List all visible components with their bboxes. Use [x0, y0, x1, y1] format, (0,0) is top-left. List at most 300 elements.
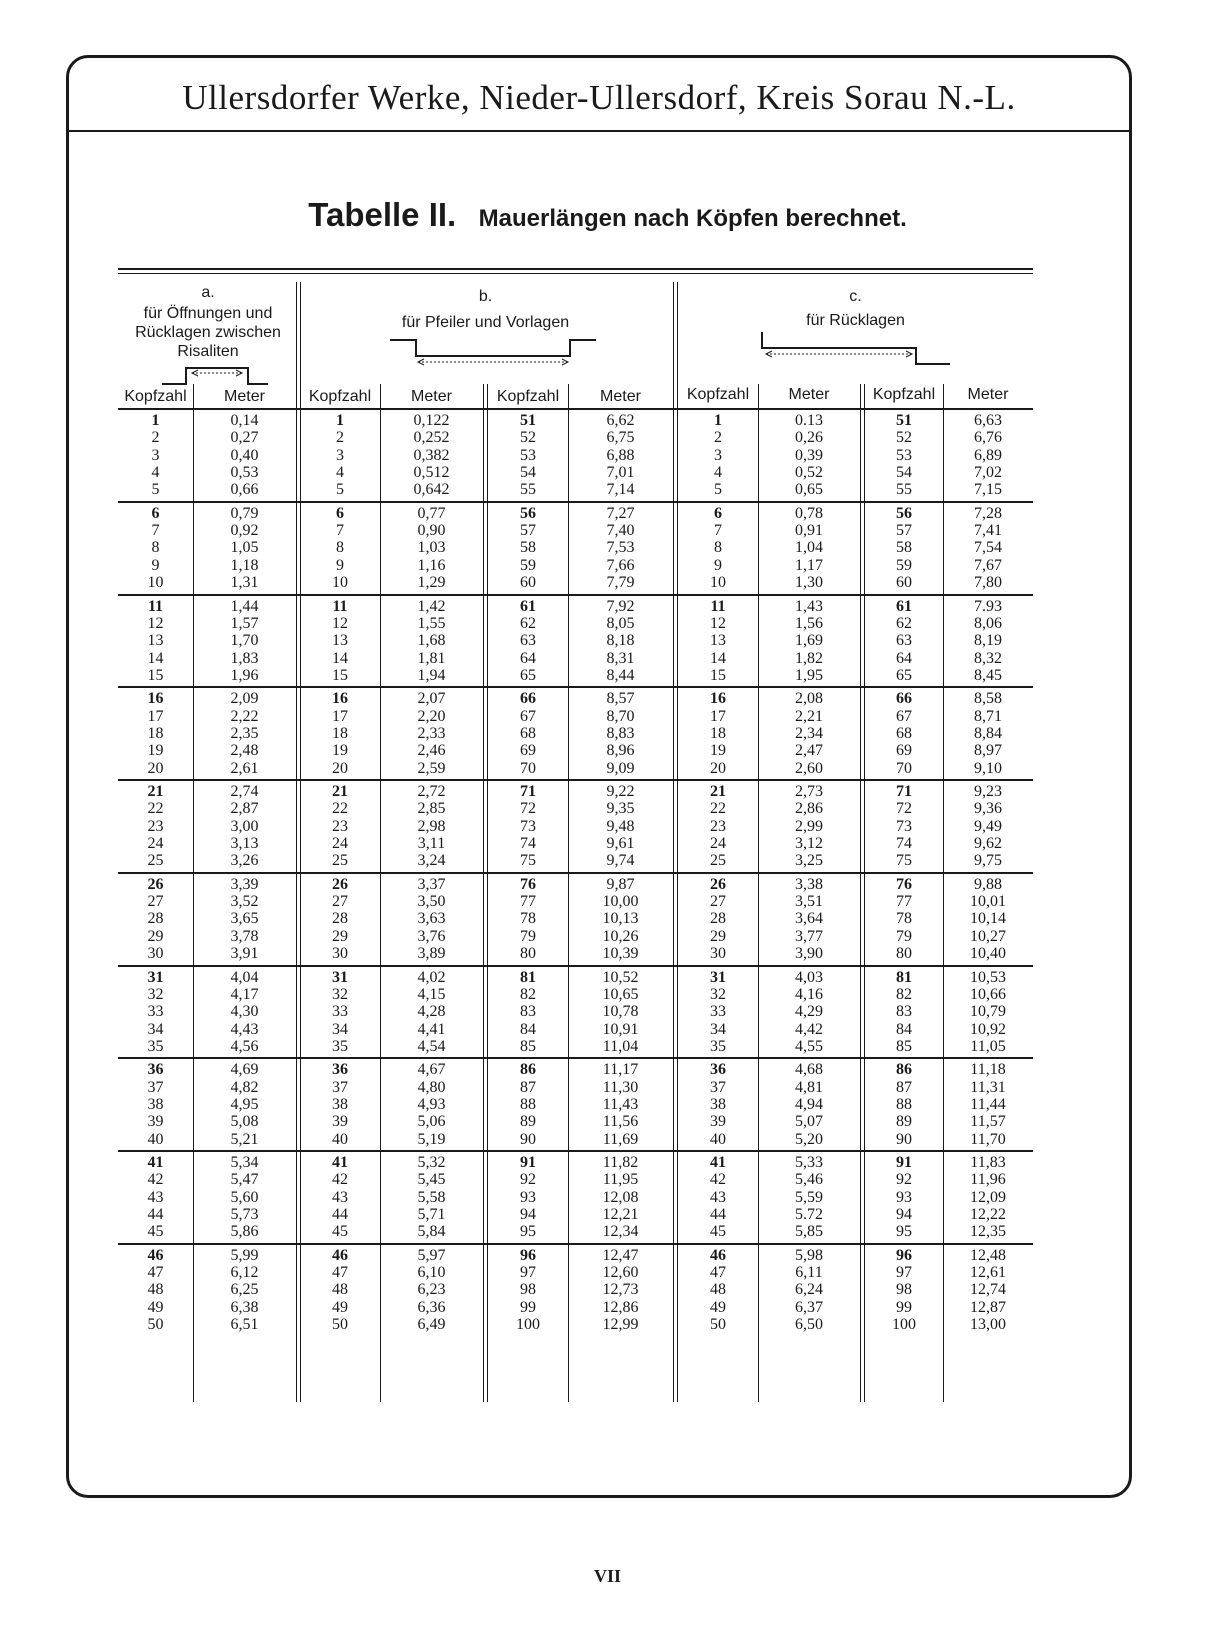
col-b-kopfzahl-1-value: 6 — [336, 504, 344, 522]
col-a-kopfzahl-value: 37 — [147, 1078, 164, 1096]
col-a-meter-value: 4,43 — [230, 1020, 259, 1038]
col-b-kopfzahl-1-value: 10 — [332, 574, 348, 592]
col-a-kopfzahl-value: 16 — [147, 690, 164, 708]
col-a-kopfzahl-value: 8 — [151, 539, 160, 557]
col-c-kopfzahl-2-value: 98 — [896, 1281, 912, 1299]
col-a-kopfzahl-value: 10 — [147, 574, 164, 592]
col-b-kopfzahl-1-value: 37 — [332, 1078, 348, 1096]
col-a-meter-value: 1,18 — [230, 556, 259, 574]
col-b-meter-1-value: 2,59 — [417, 759, 446, 777]
col-c-meter-2-value: 7,02 — [974, 464, 1002, 482]
col-a-kopfzahl-value: 25 — [147, 852, 164, 870]
col-c-meter-2-value: 12,22 — [970, 1206, 1006, 1224]
col-c-kopfzahl-1-value: 16 — [710, 690, 726, 708]
col-b-meter-2-value: 8,05 — [606, 614, 635, 632]
col-c-kopfzahl-1-value: 17 — [710, 707, 726, 725]
col-b-meter-2-value: 8,57 — [606, 690, 635, 708]
col-b-meter-1-value: 5,84 — [417, 1223, 446, 1241]
col-b-meter-1-value: 5,32 — [417, 1154, 446, 1171]
col-c-meter-2-value: 12,74 — [970, 1281, 1006, 1299]
col-b-meter-2-value: 10,91 — [602, 1020, 639, 1038]
col-c-meter-1-value: 0,26 — [795, 429, 823, 447]
col-b-meter-2-value: 12,99 — [602, 1316, 639, 1334]
col-a-meter-value: 1,31 — [230, 574, 259, 592]
col-b-meter-2-value: 11,95 — [602, 1171, 639, 1189]
col-c-kopfzahl-1-value: 5 — [714, 481, 722, 499]
col-c-kopfzahl-2-value: 58 — [896, 539, 912, 557]
col-b-meter-1-value: 4,02 — [417, 968, 446, 986]
col-c-kopfzahl-2-value: 97 — [896, 1264, 912, 1282]
col-b-kopfzahl-1-value: 32 — [332, 985, 348, 1003]
col-a-meter-value: 4,04 — [230, 968, 259, 986]
col-c-kopfzahl-1-value: 29 — [710, 927, 726, 945]
col-c-meter-2-value: 8,32 — [974, 649, 1002, 667]
company-header: Ullersdorfer Werke, Nieder-Ullersdorf, Kreis Sorau N.-L. — [182, 78, 1016, 117]
col-c-meter-2-value: 8,45 — [974, 666, 1002, 684]
col-a-meter-value: 2,35 — [230, 724, 259, 742]
col-a-meter-value: 1,83 — [230, 649, 259, 667]
col-b-meter-1-value: 2,72 — [417, 783, 446, 800]
col-c-kopfzahl-1-value: 9 — [714, 556, 722, 574]
col-c-kopfzahl-2-value: 66 — [896, 690, 912, 708]
col-c-meter-2-value: 9,75 — [974, 852, 1002, 870]
col-a-meter-value: 1,57 — [230, 614, 259, 632]
col-c-meter-1-value: 5.72 — [795, 1206, 823, 1224]
col-header-c-kopfzahl-1: Kopfzahl — [686, 386, 750, 403]
col-c-kopfzahl-1-value: 43 — [710, 1188, 726, 1206]
col-b-kopfzahl-1-value: 17 — [332, 707, 348, 725]
col-b-kopfzahl-1-value: 21 — [332, 783, 348, 800]
col-b-meter-1-value: 4,41 — [417, 1020, 446, 1038]
col-b-kopfzahl-2-value: 93 — [520, 1188, 536, 1206]
col-b-meter-1-value: 3,11 — [417, 835, 446, 853]
col-a-kopfzahl-value: 47 — [147, 1264, 164, 1282]
col-b-kopfzahl-2-value: 55 — [520, 481, 536, 499]
col-c-meter-2-value: 8,97 — [974, 742, 1002, 760]
col-b-meter-1-value: 1,42 — [417, 597, 446, 615]
col-b-kopfzahl-2-value: 51 — [520, 412, 536, 429]
col-b-meter-2-value: 10,78 — [602, 1003, 639, 1021]
col-a-meter-value: 5,34 — [230, 1154, 259, 1171]
col-c-kopfzahl-2-value: 77 — [896, 893, 912, 911]
col-c-kopfzahl-2-value: 67 — [896, 707, 912, 725]
col-b-meter-1-value: 0,382 — [413, 446, 450, 464]
col-c-meter-1-value: 1,04 — [795, 539, 823, 557]
col-c-kopfzahl-2-value: 79 — [896, 927, 912, 945]
col-c-meter-2-value: 6,76 — [974, 429, 1002, 447]
col-b-meter-2-value: 12,60 — [602, 1264, 639, 1282]
col-b-kopfzahl-1-value: 1 — [336, 412, 344, 429]
col-b-kopfzahl-1-value: 42 — [332, 1171, 348, 1189]
col-a-meter-value: 1,70 — [230, 632, 259, 650]
col-a-kopfzahl-value: 17 — [147, 707, 164, 725]
col-c-kopfzahl-1-value: 30 — [710, 945, 726, 963]
table-top-rule-thin — [118, 273, 1033, 274]
col-b-kopfzahl-1-value: 27 — [332, 893, 348, 911]
col-c-meter-2-value: 9,62 — [974, 835, 1002, 853]
col-c-kopfzahl-1-value: 3 — [714, 446, 722, 464]
col-c-meter-1-value: 1,56 — [795, 614, 823, 632]
col-b-kopfzahl-2-value: 67 — [520, 707, 536, 725]
col-b-meter-1-value: 3,63 — [417, 910, 446, 928]
col-b-meter-2-value: 8,18 — [606, 632, 635, 650]
page-number: VII — [593, 1566, 621, 1586]
col-c-kopfzahl-1-value: 45 — [710, 1223, 726, 1241]
col-b-kopfzahl-1-value: 7 — [336, 522, 344, 540]
col-b-kopfzahl-1-value: 3 — [336, 446, 344, 464]
col-c-kopfzahl-1-value: 1 — [714, 412, 722, 429]
col-a-kopfzahl-value: 49 — [147, 1298, 164, 1316]
col-c-kopfzahl-2-value: 80 — [896, 945, 912, 963]
col-b-meter-2-value: 11,43 — [602, 1095, 639, 1113]
col-a-kopfzahl-value: 26 — [147, 875, 164, 893]
col-a-kopfzahl-value: 50 — [147, 1316, 164, 1334]
col-c-meter-1-value: 3,38 — [795, 875, 823, 893]
col-b-meter-2-value: 11,82 — [602, 1154, 639, 1171]
col-c-kopfzahl-1-value: 28 — [710, 910, 726, 928]
col-b-meter-1-value: 0,77 — [417, 504, 446, 522]
col-c-meter-2-value: 7,54 — [974, 539, 1002, 557]
col-c-meter-2-value: 9,49 — [974, 817, 1002, 835]
col-c-kopfzahl-2-value: 84 — [896, 1020, 912, 1038]
col-b-kopfzahl-2-value: 64 — [520, 649, 536, 667]
col-b-kopfzahl-1-value: 48 — [332, 1281, 348, 1299]
col-a-meter-value: 5,21 — [230, 1130, 259, 1148]
col-b-kopfzahl-1-value: 13 — [332, 632, 348, 650]
col-header-b-meter-2: Meter — [600, 388, 641, 405]
col-b-meter-2-value: 7,53 — [606, 539, 635, 557]
col-c-meter-1-value: 1,95 — [795, 666, 823, 684]
col-b-kopfzahl-1-value: 30 — [332, 945, 348, 963]
col-b-kopfzahl-2-value: 95 — [520, 1223, 536, 1241]
section-a-letter: a. — [201, 284, 215, 301]
col-b-kopfzahl-1-value: 44 — [332, 1206, 348, 1224]
col-c-kopfzahl-1-value: 15 — [710, 666, 726, 684]
col-c-kopfzahl-2-value: 51 — [896, 412, 912, 429]
col-b-meter-1-value: 4,80 — [417, 1078, 446, 1096]
col-b-meter-2-value: 8,70 — [606, 707, 635, 725]
col-a-meter-value: 1,44 — [230, 597, 259, 615]
col-c-meter-1-value: 4,68 — [795, 1061, 823, 1079]
col-b-kopfzahl-1-value: 8 — [336, 539, 344, 557]
col-c-kopfzahl-1-value: 25 — [710, 852, 726, 870]
col-b-kopfzahl-1-value: 31 — [332, 968, 348, 986]
col-a-kopfzahl-value: 38 — [147, 1095, 164, 1113]
col-b-meter-2-value: 7,66 — [606, 556, 635, 574]
col-c-kopfzahl-2-value: 86 — [896, 1061, 912, 1079]
col-b-meter-1-value: 5,19 — [417, 1130, 446, 1148]
col-b-kopfzahl-1-value: 15 — [332, 666, 348, 684]
col-b-meter-1-value: 1,29 — [417, 574, 446, 592]
col-b-meter-1-value: 5,58 — [417, 1188, 446, 1206]
col-c-meter-2-value: 7,41 — [974, 522, 1002, 540]
col-c-meter-2-value: 11,96 — [970, 1171, 1006, 1189]
col-c-meter-2-value: 6,63 — [974, 412, 1002, 429]
col-b-meter-1-value: 6,10 — [417, 1264, 446, 1282]
col-a-kopfzahl-value: 15 — [147, 666, 164, 684]
col-c-kopfzahl-1-value: 49 — [710, 1298, 726, 1316]
col-c-kopfzahl-1-value: 8 — [714, 539, 722, 557]
col-a-meter-value: 4,82 — [230, 1078, 259, 1096]
col-c-meter-1-value: 1,30 — [795, 574, 823, 592]
col-b-kopfzahl-1-value: 45 — [332, 1223, 348, 1241]
col-b-meter-1-value: 3,37 — [417, 875, 446, 893]
col-c-meter-1-value: 0,78 — [795, 504, 823, 522]
col-b-kopfzahl-2-value: 68 — [520, 724, 536, 742]
notch-up-diagram — [160, 364, 270, 386]
col-b-kopfzahl-1-value: 5 — [336, 481, 344, 499]
col-a-meter-value: 4,95 — [230, 1095, 259, 1113]
col-b-kopfzahl-2-value: 100 — [516, 1316, 540, 1334]
col-c-meter-2-value: 12,48 — [970, 1246, 1006, 1264]
col-header-c-meter-1: Meter — [788, 386, 830, 403]
pillar-diagram — [388, 336, 598, 368]
col-c-meter-2-value: 12,87 — [970, 1298, 1006, 1316]
col-a-meter-value: 0,79 — [230, 504, 259, 522]
col-a-kopfzahl-value: 32 — [147, 985, 164, 1003]
col-b-kopfzahl-1-value: 46 — [332, 1246, 348, 1264]
table-top-rule — [118, 268, 1033, 270]
col-c-kopfzahl-1-value: 36 — [710, 1061, 726, 1079]
col-a-meter-value: 5,86 — [230, 1223, 259, 1241]
col-c-kopfzahl-2-value: 90 — [896, 1130, 912, 1148]
col-b-kopfzahl-2-value: 84 — [520, 1020, 536, 1038]
col-header-b-kopfzahl-2: Kopfzahl — [496, 388, 560, 405]
col-c-kopfzahl-2-value: 89 — [896, 1113, 912, 1131]
col-b-meter-1-value: 5,71 — [417, 1206, 446, 1224]
col-b-meter-2-value: 7,27 — [606, 504, 635, 522]
col-c-meter-1-value: 6,50 — [795, 1316, 823, 1334]
col-a-meter-value: 3,91 — [230, 945, 259, 963]
col-b-kopfzahl-1-value: 9 — [336, 556, 344, 574]
col-b-meter-2-value: 10,26 — [602, 927, 639, 945]
col-c-kopfzahl-2-value: 75 — [896, 852, 912, 870]
col-c-meter-2-value: 10,01 — [970, 893, 1006, 911]
col-b-meter-2-value: 11,17 — [602, 1061, 639, 1079]
col-c-meter-2-value: 9,36 — [974, 800, 1002, 818]
col-c-kopfzahl-2-value: 61 — [896, 597, 912, 615]
col-c-meter-1-value: 2,99 — [795, 817, 823, 835]
col-b-kopfzahl-2-value: 73 — [520, 817, 536, 835]
col-a-meter-value: 5,99 — [230, 1246, 259, 1264]
col-a-kopfzahl-value: 44 — [147, 1206, 164, 1224]
col-c-kopfzahl-1-value: 22 — [710, 800, 726, 818]
col-a-meter-value: 5,47 — [230, 1171, 259, 1189]
table-area — [118, 282, 1081, 1412]
col-b-kopfzahl-2-value: 79 — [520, 927, 536, 945]
col-c-kopfzahl-1-value: 35 — [710, 1037, 726, 1055]
col-c-kopfzahl-2-value: 78 — [896, 910, 912, 928]
col-c-meter-1-value: 1,43 — [795, 597, 823, 615]
col-b-kopfzahl-2-value: 80 — [520, 945, 536, 963]
col-b-kopfzahl-2-value: 63 — [520, 632, 536, 650]
col-a-meter-value: 3,52 — [230, 893, 259, 911]
col-a-kopfzahl-value: 34 — [147, 1020, 164, 1038]
section-b-letter: b. — [478, 288, 493, 305]
col-c-meter-2-value: 8,19 — [974, 632, 1002, 650]
col-a-meter-value: 2,48 — [230, 742, 259, 760]
col-a-kopfzahl-value: 36 — [147, 1061, 164, 1079]
col-c-kopfzahl-1-value: 31 — [710, 968, 726, 986]
col-c-kopfzahl-2-value: 76 — [896, 875, 912, 893]
col-a-meter-value: 4,17 — [230, 985, 259, 1003]
col-b-kopfzahl-1-value: 12 — [332, 614, 348, 632]
col-a-kopfzahl-value: 30 — [147, 945, 164, 963]
col-b-kopfzahl-2-value: 83 — [520, 1003, 536, 1021]
col-a-kopfzahl-value: 9 — [151, 556, 160, 574]
col-b-meter-1-value: 3,50 — [417, 893, 446, 911]
col-a-kopfzahl-value: 29 — [147, 927, 164, 945]
col-c-kopfzahl-1-value: 26 — [710, 875, 726, 893]
group-separator-rule — [118, 965, 1033, 967]
col-a-kopfzahl-value: 27 — [147, 893, 164, 911]
col-c-kopfzahl-2-value: 72 — [896, 800, 912, 818]
table-title-subtitle: Mauerlängen nach Köpfen berechnet. — [478, 205, 907, 232]
col-a-kopfzahl-value: 2 — [151, 429, 160, 447]
header-bottom-rule — [118, 408, 1033, 410]
col-b-meter-2-value: 9,35 — [606, 800, 635, 818]
col-c-meter-1-value: 3,64 — [795, 910, 823, 928]
col-c-kopfzahl-2-value: 64 — [896, 649, 912, 667]
col-b-kopfzahl-2-value: 94 — [520, 1206, 536, 1224]
col-b-kopfzahl-2-value: 88 — [520, 1095, 536, 1113]
col-a-meter-value: 4,69 — [230, 1061, 259, 1079]
col-c-meter-1-value: 5,33 — [795, 1154, 823, 1171]
col-c-meter-1-value: 5,20 — [795, 1130, 823, 1148]
col-c-kopfzahl-1-value: 47 — [710, 1264, 726, 1282]
col-b-meter-1-value: 2,46 — [417, 742, 446, 760]
col-a-meter-value: 3,13 — [230, 835, 259, 853]
col-b-kopfzahl-2-value: 60 — [520, 574, 536, 592]
col-c-meter-2-value: 10,40 — [970, 945, 1006, 963]
col-c-kopfzahl-1-value: 18 — [710, 724, 726, 742]
col-c-kopfzahl-1-value: 4 — [714, 464, 722, 482]
col-b-kopfzahl-2-value: 99 — [520, 1298, 536, 1316]
col-header-b-meter-1: Meter — [411, 388, 452, 405]
col-b-kopfzahl-1-value: 38 — [332, 1095, 348, 1113]
col-c-kopfzahl-1-value: 46 — [710, 1246, 726, 1264]
col-c-kopfzahl-1-value: 42 — [710, 1171, 726, 1189]
col-c-meter-2-value: 11,31 — [970, 1078, 1006, 1096]
col-a-kopfzahl-value: 35 — [147, 1037, 164, 1055]
col-b-meter-1-value: 1,55 — [417, 614, 446, 632]
group-separator-rule — [118, 872, 1033, 874]
col-b-kopfzahl-2-value: 86 — [520, 1061, 536, 1079]
col-b-kopfzahl-2-value: 69 — [520, 742, 536, 760]
col-c-meter-2-value: 11,57 — [970, 1113, 1006, 1131]
col-b-kopfzahl-1-value: 40 — [332, 1130, 348, 1148]
col-a-kopfzahl-value: 4 — [151, 464, 160, 482]
col-b-kopfzahl-2-value: 74 — [520, 835, 536, 853]
col-c-kopfzahl-1-value: 34 — [710, 1020, 726, 1038]
col-c-meter-1-value: 3,12 — [795, 835, 823, 853]
col-a-kopfzahl-value: 12 — [147, 614, 164, 632]
col-b-meter-2-value: 8,83 — [606, 724, 635, 742]
col-b-kopfzahl-1-value: 29 — [332, 927, 348, 945]
col-c-meter-2-value: 6,89 — [974, 446, 1002, 464]
col-c-meter-1-value: 4,29 — [795, 1003, 823, 1021]
col-b-kopfzahl-1-value: 2 — [336, 429, 344, 447]
col-b-meter-1-value: 6,49 — [417, 1316, 446, 1334]
col-c-meter-1-value: 2,47 — [795, 742, 823, 760]
col-header-c-kopfzahl-2: Kopfzahl — [872, 386, 936, 403]
col-a-meter-value: 3,39 — [230, 875, 259, 893]
col-c-kopfzahl-1-value: 2 — [714, 429, 722, 447]
col-a-kopfzahl-value: 31 — [147, 968, 164, 986]
col-b-kopfzahl-2-value: 66 — [520, 690, 536, 708]
col-c-kopfzahl-1-value: 23 — [710, 817, 726, 835]
col-c-meter-1-value: 3,90 — [795, 945, 823, 963]
col-a-kopfzahl-value: 41 — [147, 1154, 164, 1171]
col-b-kopfzahl-1-value: 50 — [332, 1316, 348, 1334]
col-c-meter-2-value: 11,18 — [970, 1061, 1006, 1079]
col-b-meter-1-value: 4,15 — [417, 985, 446, 1003]
col-a-meter-value: 5,73 — [230, 1206, 259, 1224]
col-b-kopfzahl-1-value: 19 — [332, 742, 348, 760]
col-b-meter-2-value: 11,56 — [602, 1113, 639, 1131]
col-b-meter-1-value: 5,06 — [417, 1113, 446, 1131]
col-b-kopfzahl-1-value: 49 — [332, 1298, 348, 1316]
col-c-meter-1-value: 1,82 — [795, 649, 823, 667]
col-b-kopfzahl-2-value: 72 — [520, 800, 536, 818]
col-b-meter-1-value: 2,85 — [417, 800, 446, 818]
col-b-kopfzahl-2-value: 70 — [520, 759, 536, 777]
col-b-kopfzahl-1-value: 41 — [332, 1154, 348, 1171]
col-a-kopfzahl-value: 39 — [147, 1113, 164, 1131]
col-b-kopfzahl-2-value: 89 — [520, 1113, 536, 1131]
col-c-kopfzahl-2-value: 59 — [896, 556, 912, 574]
col-c-meter-2-value: 8,06 — [974, 614, 1002, 632]
col-b-meter-1-value: 2,20 — [417, 707, 446, 725]
col-a-meter-value: 5,08 — [230, 1113, 259, 1131]
col-c-meter-2-value: 8,71 — [974, 707, 1002, 725]
col-a-kopfzahl-value: 40 — [147, 1130, 164, 1148]
col-c-meter-2-value: 12,35 — [970, 1223, 1006, 1241]
col-b-meter-2-value: 10,65 — [602, 985, 639, 1003]
col-b-kopfzahl-1-value: 36 — [332, 1061, 348, 1079]
col-a-meter-value: 4,30 — [230, 1003, 259, 1021]
col-b-meter-1-value: 3,76 — [417, 927, 446, 945]
col-a-meter-value: 0,40 — [230, 446, 259, 464]
col-c-meter-1-value: 6,11 — [795, 1264, 823, 1282]
col-c-meter-2-value: 10,79 — [970, 1003, 1006, 1021]
col-b-meter-2-value: 6,62 — [606, 412, 635, 429]
col-c-meter-1-value: 4,94 — [795, 1095, 823, 1113]
col-a-meter-value: 6,12 — [230, 1264, 259, 1282]
col-c-meter-1-value: 4,55 — [795, 1037, 823, 1055]
col-b-meter-2-value: 8,44 — [606, 666, 635, 684]
col-a-meter-value: 6,38 — [230, 1298, 259, 1316]
col-b-kopfzahl-1-value: 11 — [332, 597, 348, 615]
col-a-meter-value: 2,09 — [230, 690, 259, 708]
col-b-kopfzahl-2-value: 77 — [520, 893, 536, 911]
col-b-kopfzahl-2-value: 56 — [520, 504, 536, 522]
col-b-meter-1-value: 4,54 — [417, 1037, 446, 1055]
col-b-meter-2-value: 9,74 — [606, 852, 635, 870]
col-c-kopfzahl-1-value: 32 — [710, 985, 726, 1003]
col-b-meter-2-value: 9,22 — [606, 783, 635, 800]
col-c-kopfzahl-2-value: 85 — [896, 1037, 912, 1055]
col-a-kopfzahl-value: 33 — [147, 1003, 164, 1021]
col-a-meter-value: 0,27 — [230, 429, 259, 447]
col-c-meter-2-value: 10,53 — [970, 968, 1006, 986]
col-b-meter-1-value: 4,67 — [417, 1061, 446, 1079]
col-a-kopfzahl-value: 45 — [147, 1223, 164, 1241]
group-separator-rule — [118, 501, 1033, 503]
col-b-kopfzahl-1-value: 23 — [332, 817, 348, 835]
col-a-meter-value: 2,61 — [230, 759, 259, 777]
col-c-kopfzahl-2-value: 55 — [896, 481, 912, 499]
